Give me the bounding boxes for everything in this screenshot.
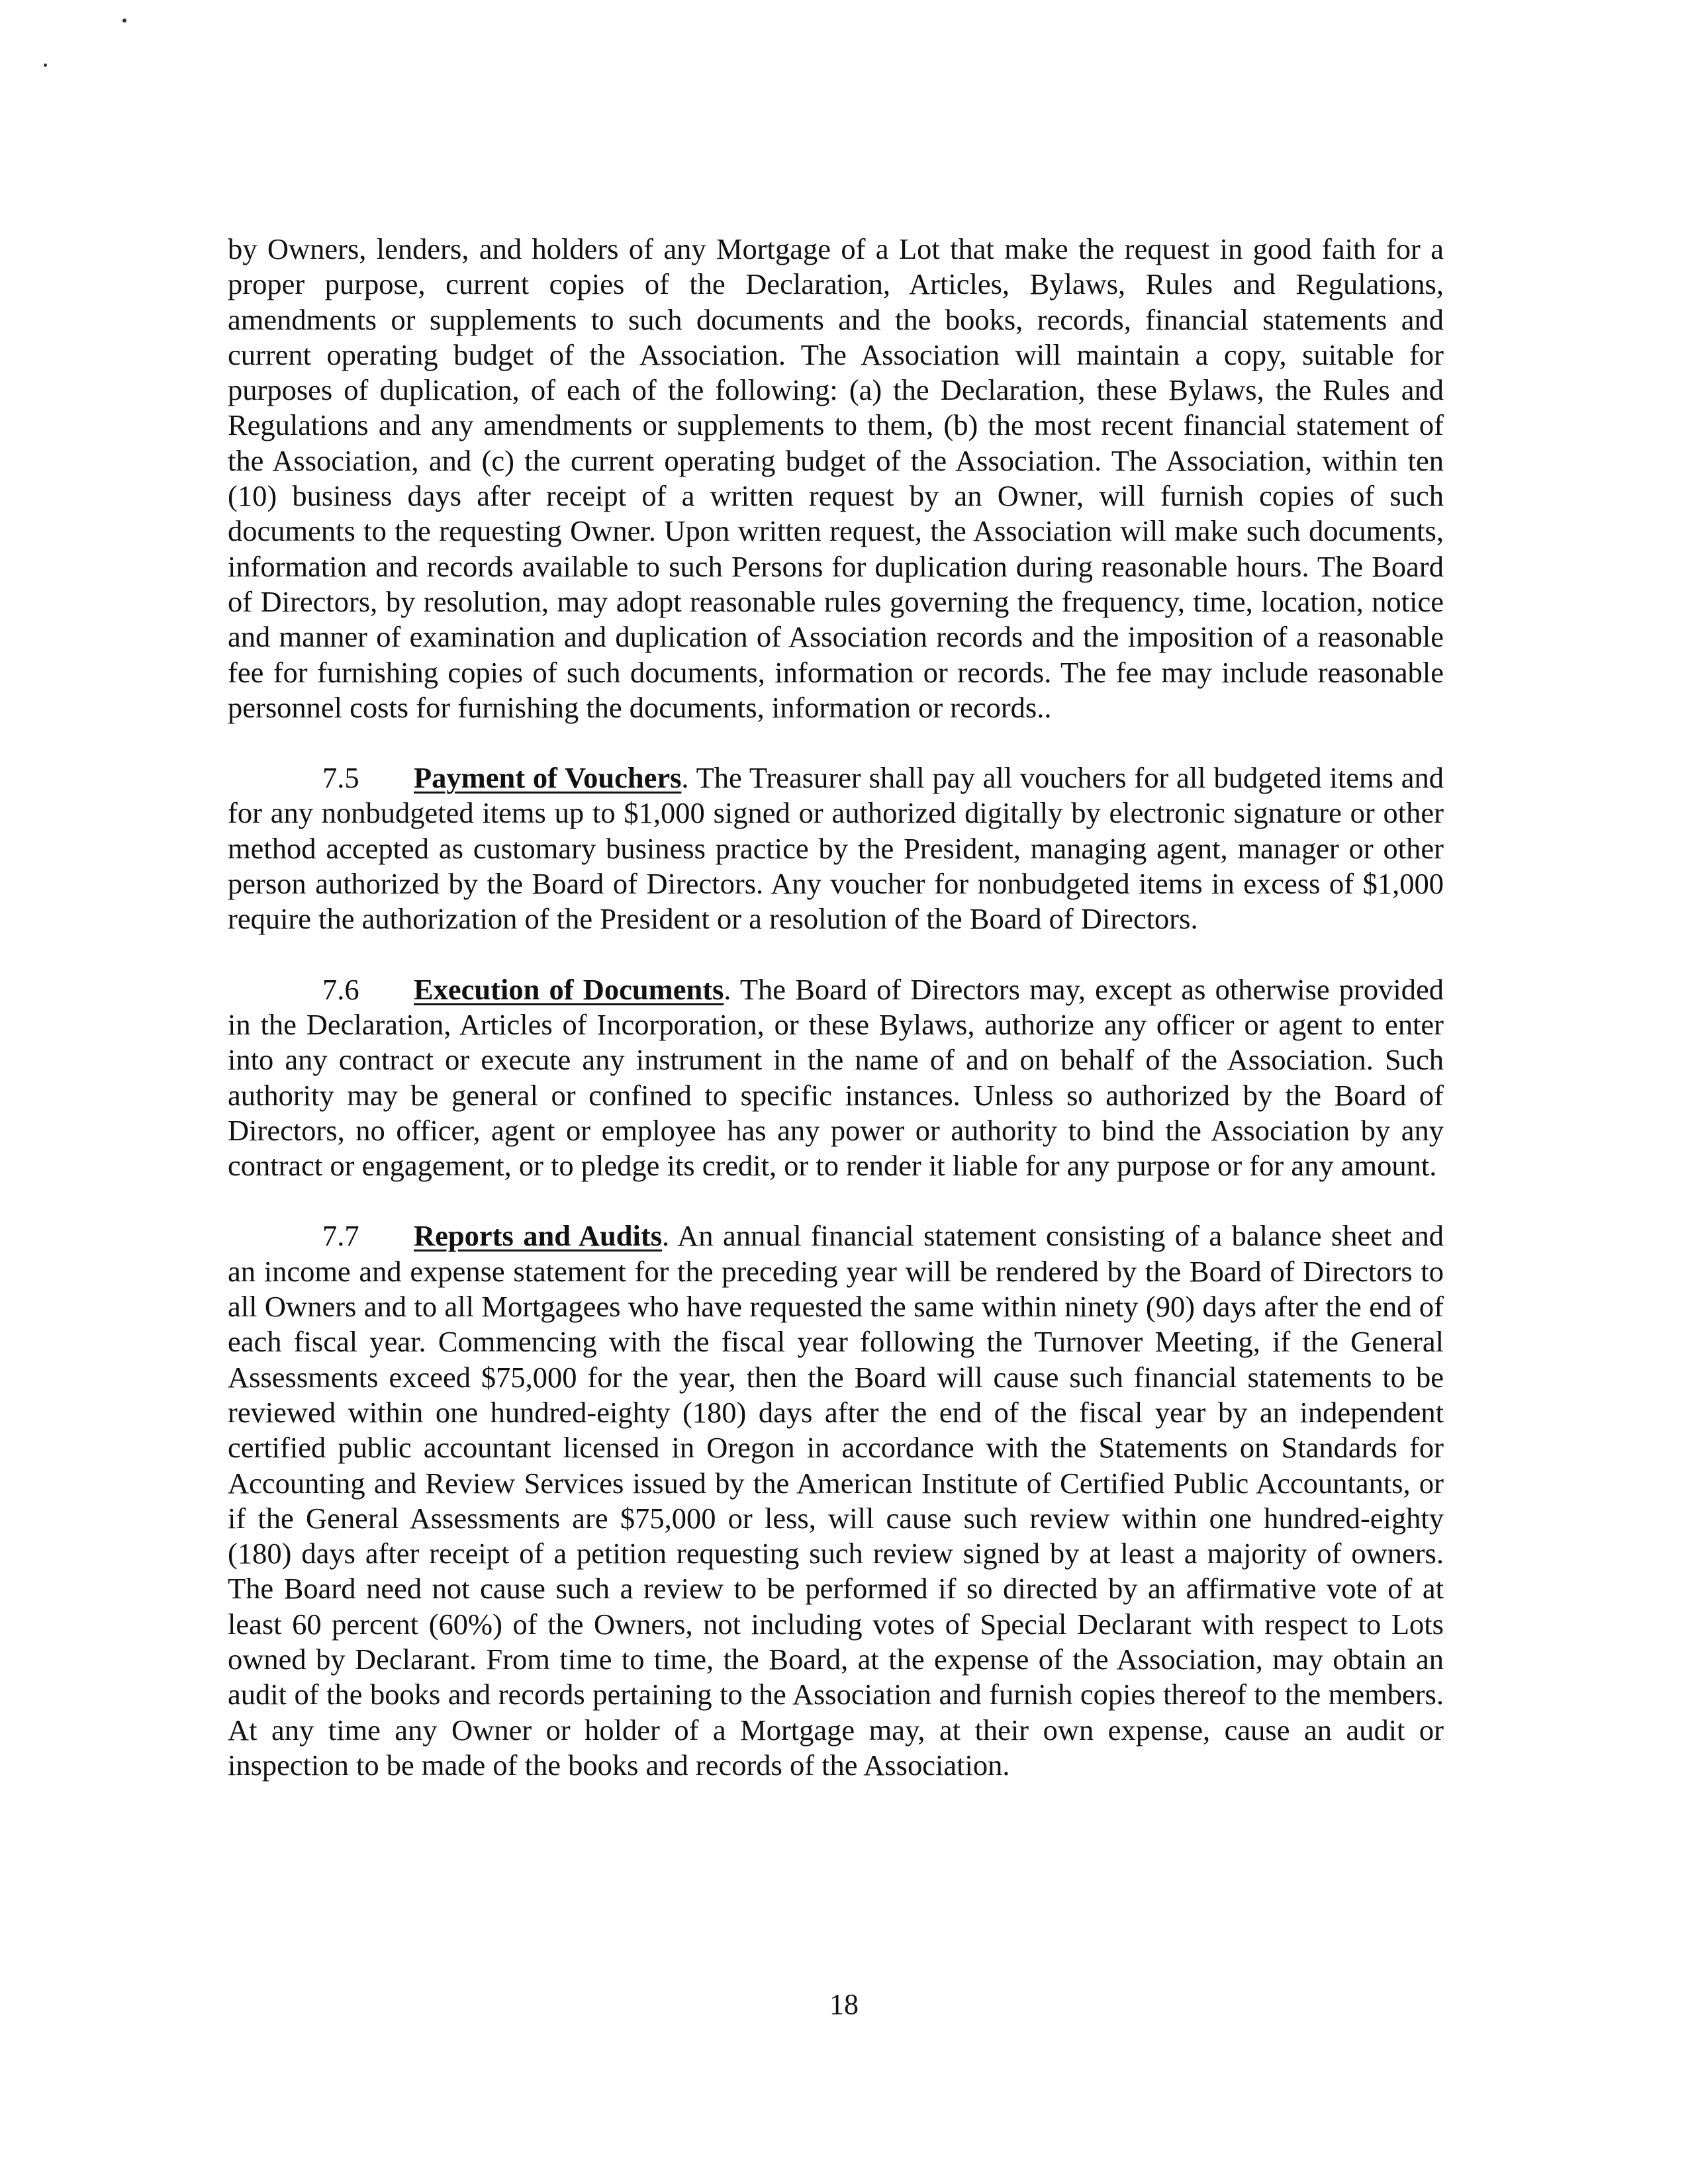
section-heading: Execution of Documents — [414, 972, 724, 1006]
section-7-7 — [228, 1218, 1444, 1783]
section-heading: Reports and Audits — [414, 1219, 663, 1253]
section-heading: Payment of Vouchers — [414, 761, 682, 795]
section-text: . An annual financial statement consisting of a balance sheet and an income and expense statement for the preceding year will be rendered by the Board of Directors to all Owners and to all Mortgagees who have requested the same within ninety (90) days after the end of each fiscal year. Commencing with the fiscal year following the Turnover Meeting, if the General Assessments exceed $75,000 for the year, then the Board will cause such financial statements to be reviewed within one hundred-eighty (180) days after the end of the fiscal year by an independent certified public accountant licensed in Oregon in accordance with the Statements on Standards for Accounting and Review Services issued by the American Institute of Certified Public Accountants, or if the General Assessments are $75,000 or less, will cause such review within one hundred-eighty (180) days after receipt of a petition requesting such review signed by at least a majority of owners. The Board need not cause such a review to be performed if so directed by an affirmative vote of at least 60 percent (60%) of the Owners, not including votes of Special Declarant with respect to Lots owned by Declarant. From time to time, the Board, at the expense of the Association, may obtain an audit of the books and records pertaining to the Association and furnish copies thereof to the members. At any time any Owner or holder of a Mortgage may, at their own expense, cause an audit or inspection to be made of the books and records of the Association. — [228, 1219, 1444, 1782]
section-number: 7.7 — [322, 1219, 359, 1253]
section-7-6 — [228, 972, 1444, 1184]
section-number: 7.5 — [322, 761, 359, 795]
section-text: . The Board of Directors may, except as otherwise provided in the Declaration, Articles of Incorporation, or these Bylaws, authorize any officer or agent to enter into any contract or execute any instrument in the name of and on behalf of the Association. Such authority may be general or confined to specific instances. Unless so authorized by the Board of Directors, no officer, agent or employee has any power or authority to bind the Association by any contract or engagement, or to pledge its credit, or to render it liable for any purpose or for any amount. — [228, 972, 1444, 1183]
section-7-5 — [228, 760, 1444, 936]
continued-paragraph: by Owners, lenders, and holders of any Mortgage of a Lot that make the request in good faith for a proper purpose, current copies of the Declaration, Articles, Bylaws, Rules and Regulations, amendments or supplements to such documents and the books, records, financial statements and current operating budget of the Association. The Association will maintain a copy, suitable for purposes of duplication, of each of the following: (a) the Declaration, these Bylaws, the Rules and Regulations and any amendments or supplements to them, (b) the most recent financial statement of the Association, and (c) the current operating budget of the Association. The Association, within ten (10) business days after receipt of a written request by an Owner, will furnish copies of such documents to the requesting Owner. Upon written request, the Association will make such documents, information and records available to such Persons for duplication during reasonable hours. The Board of Directors, by resolution, may adopt reasonable rules governing the frequency, time, location, notice and manner of examination and duplication of Association records and the imposition of a reasonable fee for furnishing copies of such documents, information or records. The fee may include reasonable personnel costs for furnishing the documents, information or records.. — [228, 232, 1444, 724]
section-number: 7.6 — [322, 972, 359, 1006]
section-text: . The Treasurer shall pay all vouchers for all budgeted items and for any nonbudgeted items up to $1,000 signed or authorized digitally by electronic signature or other method accepted as customary business practice by the President, managing agent, manager or other person authorized by the Board of Directors. Any voucher for nonbudgeted items in excess of $1,000 require the authorization of the President or a resolution of the Board of Directors. — [228, 761, 1444, 936]
page-number: 18 — [829, 1988, 859, 2021]
scan-speck — [44, 64, 47, 67]
page-body — [228, 232, 1444, 1818]
scan-speck — [122, 19, 126, 23]
